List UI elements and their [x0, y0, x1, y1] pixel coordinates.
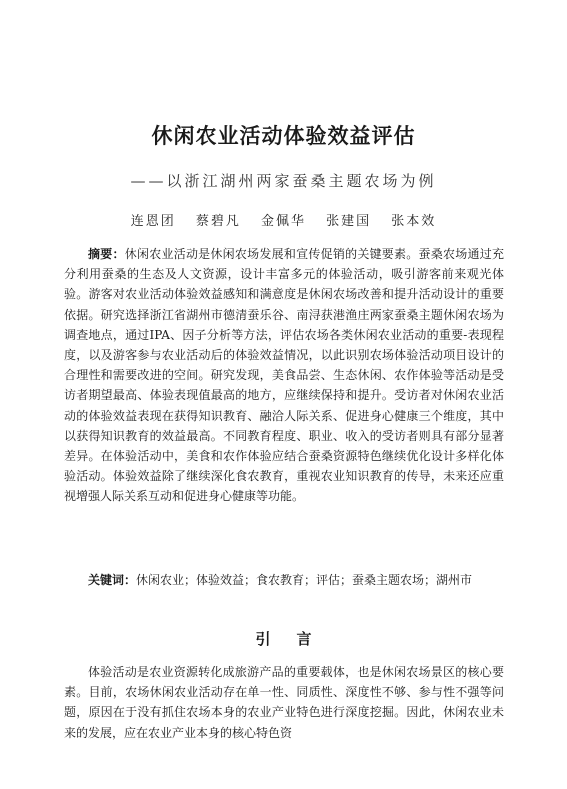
abstract-label: 摘要： [88, 247, 125, 261]
paper-subtitle: ——以浙江湖州两家蚕桑主题农场为例 [130, 172, 437, 190]
keywords-paragraph [64, 570, 504, 590]
paper-title: 休闲农业活动体验效益评估 [151, 123, 416, 148]
abstract-text: 休闲农业活动是休闲农场发展和宣传促销的关键要素。蚕桑农场通过充分利用蚕桑的生态及人文资源，设计丰富多元的体验活动，吸引游客前来观光体验。游客对农业活动体验效益感知和满意度是休闲农场改善和提升活动设计的重要依据。研究选择浙江省湖州市德清蚕乐谷、南浔获港渔庄两家蚕桑主题休闲农场为调查地点，通过IPA、因子分析等方法，评估农场各类休闲农业活动的重要-表现程度，以及游客参与农业活动后的体验效益情况，以此识别农场体验活动项目设计的合理性和需要改进的空间。研究发现，美食品尝、生态休闲、农作体验等活动是受访者期望最高、体验表现值最高的地方，应继续保持和提升。受访者对休闲农业活动的体验效益表现在获得知识教育、融洽人际关系、促进身心健康三个维度，其中以获得知识教育的效益最高。不同教育程度、职业、收入的受访者则具有部分显著差异。在体验活动中，美食和农作体验应结合蚕桑资源特色继续优化设计多样化体验活动。体验效益除了继续深化食农教育，重视农业知识教育的传导，未来还应重视增强人际关系互动和促进身心健康等功能。 [64, 247, 504, 504]
section-heading-introduction: 引言 [255, 630, 338, 648]
abstract-paragraph [64, 244, 504, 507]
introduction-paragraph: 体验活动是农业资源转化成旅游产品的重要载体，也是休闲农场景区的核心要素。目前，农场休闲农业活动存在单一性、同质性、深度性不够、参与性不强等问题，原因在于没有抓住农场本身的农业产业特色进行深度挖掘。因此，休闲农业未来的发展，应在农业产业本身的核心特色资 [64, 665, 504, 740]
author-list: 连恩团 蔡碧凡 金佩华 张建国 张本效 [130, 214, 437, 229]
keywords-label: 关键词： [88, 573, 137, 587]
keywords-text: 休闲农业；体验效益；食农教育；评估；蚕桑主题农场；湖州市 [136, 573, 473, 587]
